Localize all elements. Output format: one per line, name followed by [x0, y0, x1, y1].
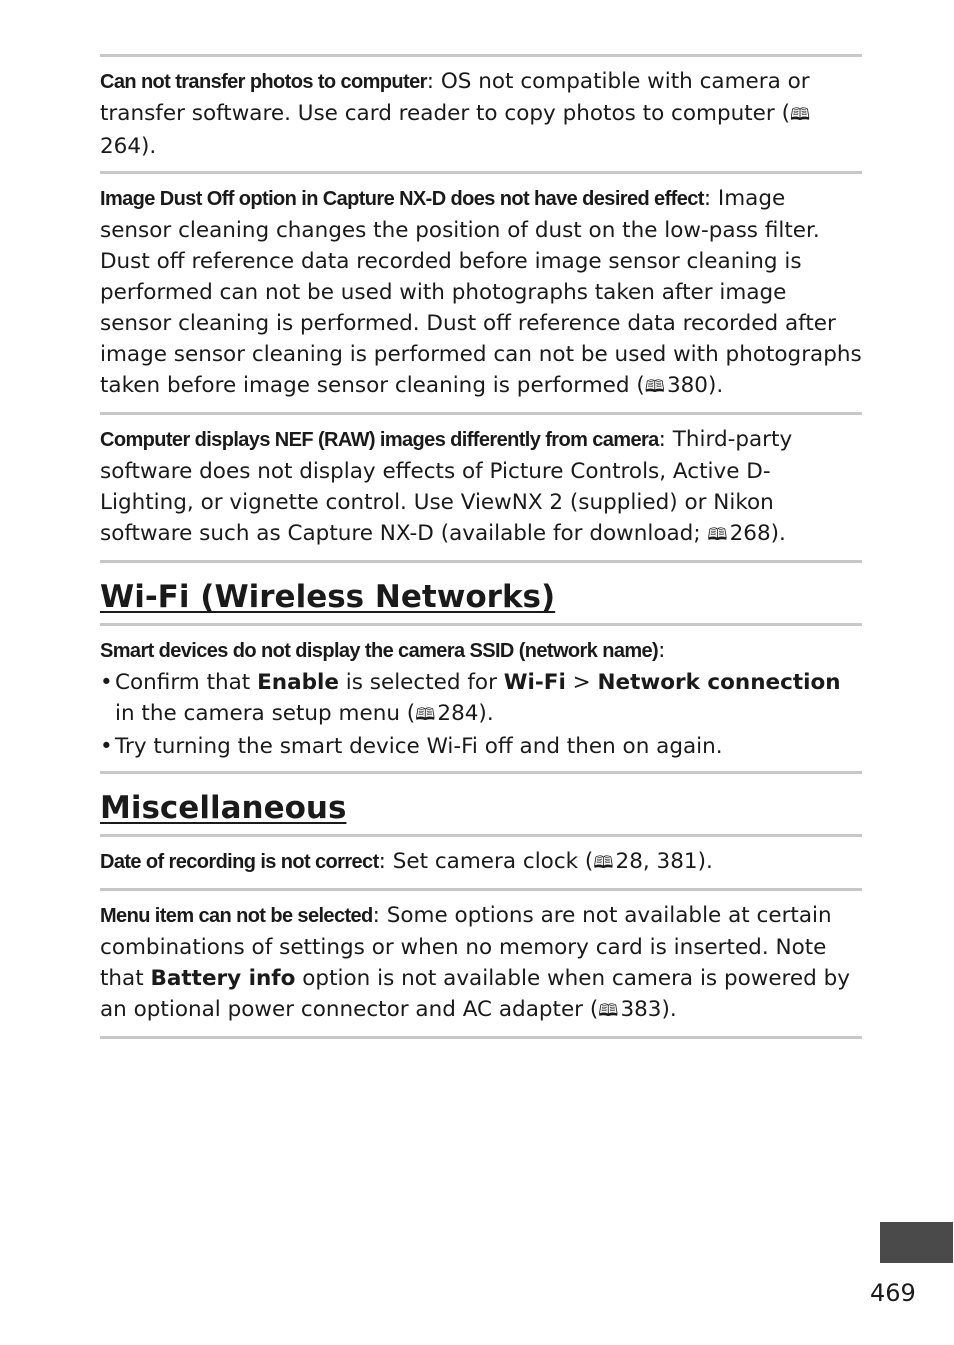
battery-info-label: Battery info — [150, 966, 296, 991]
menu-wifi: Wi-Fi — [503, 670, 566, 695]
entry-menu-item — [100, 891, 862, 1036]
page-ref: 268). — [729, 521, 786, 546]
list-item: • Confirm that Enable is selected for Wi-Fi > Network connection in the camera setup menu (🕮 284). — [100, 667, 862, 731]
bullet-list — [100, 667, 862, 762]
section-heading-wifi: Wi-Fi (Wireless Networks) — [100, 579, 556, 615]
entry-text: : Some options are not available at certain combinations of settings or when no memory card is inserted. Note that — [100, 903, 832, 991]
book-icon: 🕮 — [789, 105, 811, 125]
page-ref: 380). — [666, 373, 724, 398]
entry-lead: Smart devices do not display the camera SSID (network name) — [100, 640, 659, 662]
entry-text: : Third-party software does not display effects of Picture Controls, Active D-Lighting, or vignette control. Use ViewNX 2 (supplied) or Nikon software such as Capture NX-D (available for download; — [100, 427, 793, 546]
entry-text: : Set camera clock ( — [378, 849, 594, 874]
entry-lead: Image Dust Off option in Capture NX-D does not have desired effect — [100, 188, 704, 210]
page-ref: 383). — [620, 997, 677, 1022]
book-icon: 🕮 — [644, 377, 665, 397]
section-tab-marker — [880, 1222, 953, 1263]
entry-transfer-photos — [100, 57, 862, 171]
entry-text: : OS not compatible with camera or transfer software. Use card reader to copy photos to computer ( — [100, 69, 810, 126]
divider — [100, 1036, 862, 1039]
list-item: • Try turning the smart device Wi-Fi off and then on again. — [100, 731, 862, 762]
page-number: 469 — [870, 1279, 916, 1307]
page-ref: 264). — [100, 134, 157, 159]
entry-ssid — [100, 626, 862, 771]
book-icon: 🕮 — [415, 705, 436, 725]
page-ref: 28, 381). — [615, 849, 713, 874]
entry-lead: Can not transfer photos to computer — [100, 71, 427, 93]
entry-text: : Image sensor cleaning changes the position of dust on the low-pass filter. Dust off reference data recorded before image sensor cleaning is performed can not be used with photographs taken after image sensor cleaning is performed. Dust off reference data recorded after image sensor cleaning is performed can not be used with photographs taken before image sensor cleaning is performed ( — [100, 186, 862, 398]
book-icon: 🕮 — [707, 525, 728, 545]
entry-lead: Date of recording is not correct — [100, 851, 379, 873]
page-ref: 284). — [437, 701, 494, 726]
page-content — [100, 54, 862, 1039]
section-heading-misc: Miscellaneous — [100, 790, 347, 826]
menu-option-enable: Enable — [257, 670, 339, 695]
menu-network-connection: Network connection — [597, 670, 841, 695]
entry-lead: Menu item can not be selected — [100, 905, 373, 927]
book-icon: 🕮 — [598, 1001, 619, 1021]
entry-colon: : — [658, 638, 666, 663]
entry-date-recording — [100, 837, 862, 888]
book-icon: 🕮 — [593, 853, 614, 873]
entry-lead: Computer displays NEF (RAW) images differently from camera — [100, 429, 659, 451]
entry-nef-display — [100, 415, 862, 560]
entry-text: option is not available when camera is powered by an optional power connector and AC adapter ( — [100, 966, 851, 1022]
entry-image-dust-off — [100, 174, 862, 412]
